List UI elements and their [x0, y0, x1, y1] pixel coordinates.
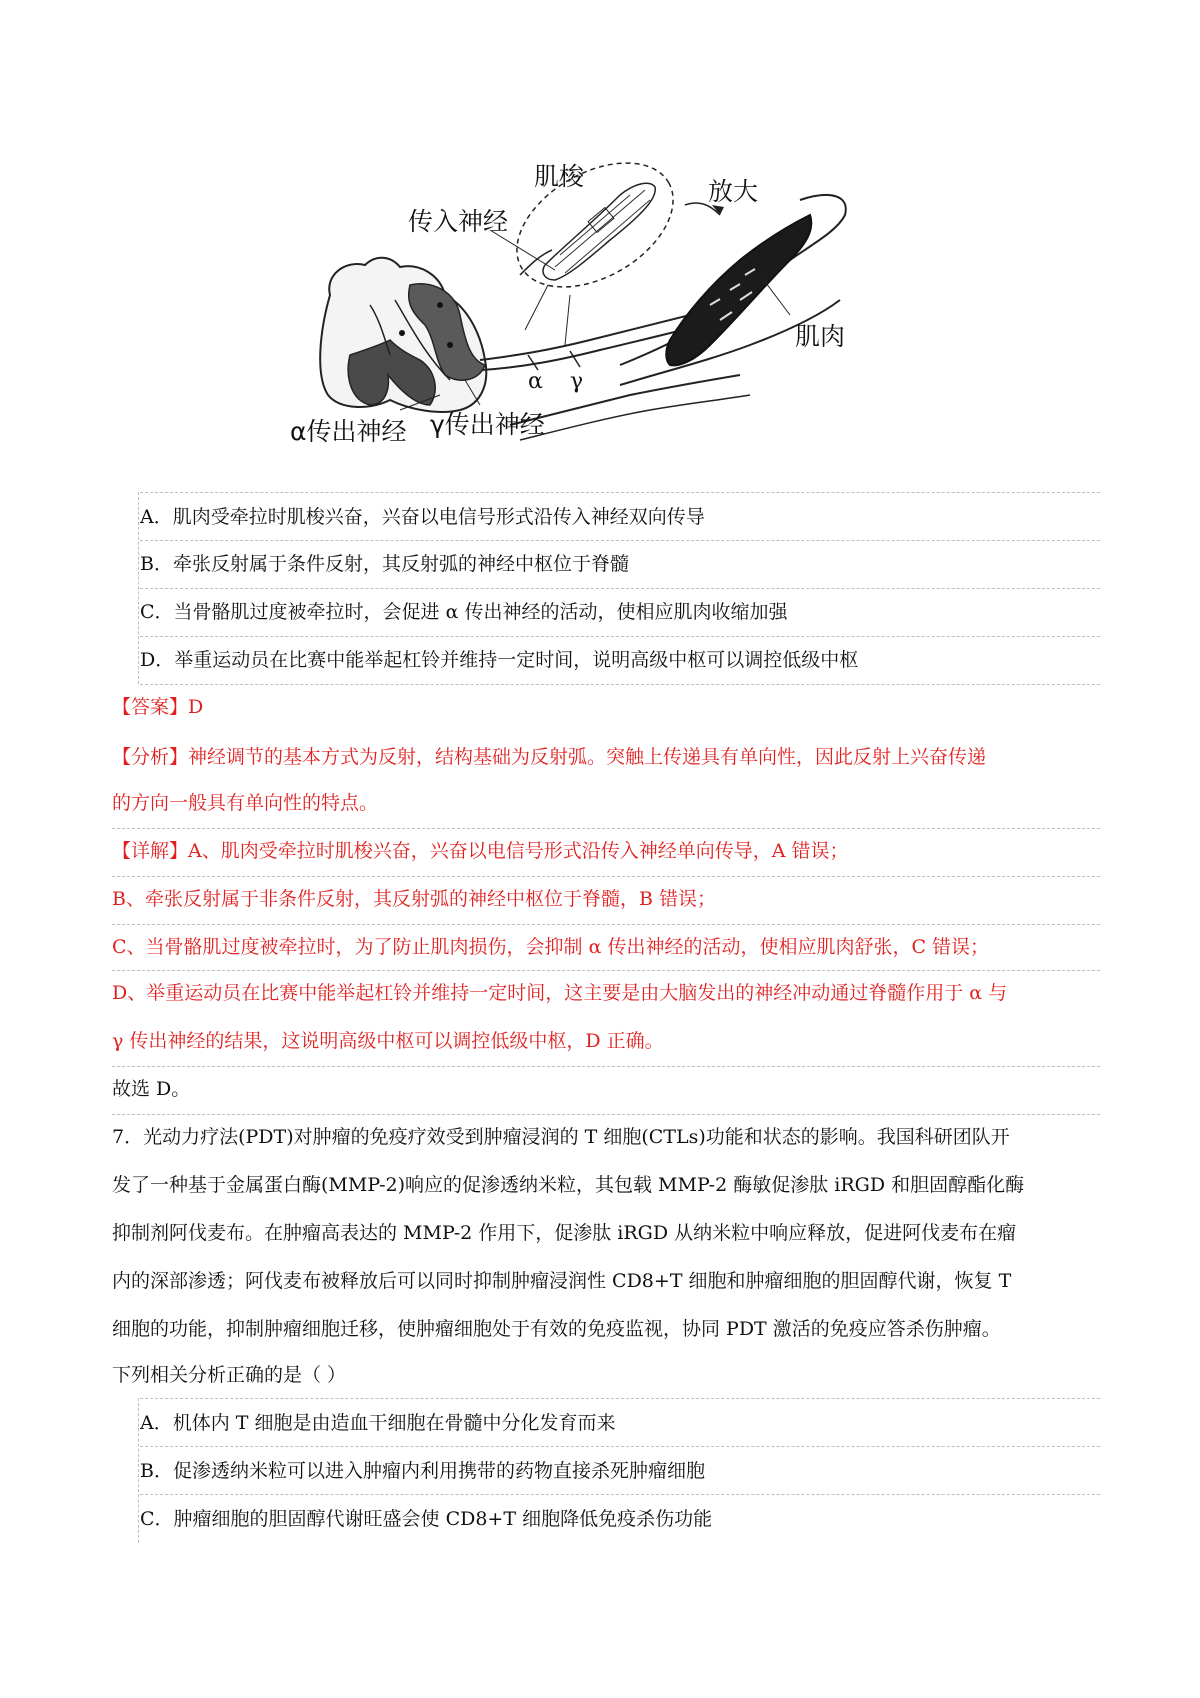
- q7-stem-line-2: 发了一种基于金属蛋白酶(MMP-2)响应的促渗透纳米粒，其包载 MMP-2 酶敏促渗肽 iRGD 和胆固醇酯化酶: [112, 1174, 1025, 1196]
- divider: [140, 636, 1100, 637]
- q7-stem-line-5: 细胞的功能，抑制肿瘤细胞迁移，使肿瘤细胞处于有效的免疫监视，协同 PDT 激活的免疫应答杀伤肿瘤。: [112, 1318, 1001, 1340]
- detail-line-3: C、当骨骼肌过度被牵拉时，为了防止肌肉损伤，会抑制 α 传出神经的活动，使相应肌肉舒张，C 错误；: [112, 936, 990, 958]
- label-gamma-efferent: γ传出神经: [430, 410, 545, 439]
- divider: [112, 876, 1100, 877]
- analysis-line-1: 【分析】神经调节的基本方式为反射，结构基础为反射弧。突触上传递具有单向性，因此反射上兴奋传递: [112, 746, 987, 768]
- divider: [140, 1494, 1100, 1495]
- answer-line: 【答案】D: [112, 696, 204, 718]
- q7-option-a: A．机体内 T 细胞是由造血干细胞在骨髓中分化发育而来: [140, 1412, 616, 1434]
- detail-line-5: γ 传出神经的结果，这说明高级中枢可以调控低级中枢，D 正确。: [112, 1030, 664, 1052]
- divider: [112, 970, 1100, 971]
- divider: [112, 924, 1100, 925]
- q6-option-b: B．牵张反射属于条件反射，其反射弧的神经中枢位于脊髓: [140, 553, 629, 575]
- analysis-line-2: 的方向一般具有单向性的特点。: [112, 792, 379, 814]
- divider: [140, 1446, 1100, 1447]
- detail-line-2: B、牵张反射属于非条件反射，其反射弧的神经中枢位于脊髓，B 错误；: [112, 888, 716, 910]
- divider: [140, 1398, 1100, 1399]
- divider: [140, 684, 1100, 685]
- divider: [112, 1114, 1100, 1115]
- q7-stem-line-4: 内的深部渗透；阿伐麦布被释放后可以同时抑制肿瘤浸润性 CD8+T 细胞和肿瘤细胞的胆固醇代谢，恢复 T: [112, 1270, 1012, 1292]
- label-alpha: α: [528, 369, 543, 394]
- q6-option-d: D．举重运动员在比赛中能举起杠铃并维持一定时间，说明高级中枢可以调控低级中枢: [140, 649, 859, 671]
- q7-stem-line-1: 7．光动力疗法(PDT)对肿瘤的免疫疗效受到肿瘤浸润的 T 细胞(CTLs)功能和状态的影响。我国科研团队开: [112, 1126, 1010, 1148]
- q7-stem-line-6: 下列相关分析正确的是（ ）: [112, 1364, 347, 1386]
- detail-line-4: D、举重运动员在比赛中能举起杠铃并维持一定时间，这主要是由大脑发出的神经冲动通过脊髓作用于 α 与: [112, 982, 1008, 1004]
- divider: [112, 1066, 1100, 1067]
- divider: [140, 588, 1100, 589]
- detail-line-1: 【详解】A、肌肉受牵拉时肌梭兴奋，兴奋以电信号形式沿传入神经单向传导，A 错误；: [112, 840, 849, 862]
- options-top-divider: [140, 492, 1100, 493]
- label-muscle: 肌肉: [795, 322, 846, 351]
- options-left-divider: [138, 492, 139, 684]
- spinal-cord-drawing: [320, 258, 486, 412]
- spindle-inset-drawing: [495, 155, 724, 313]
- options-left-divider: [138, 1398, 139, 1543]
- reflex-arc-figure: [290, 155, 930, 485]
- label-gamma: γ: [570, 369, 584, 394]
- q6-option-a: A．肌肉受牵拉时肌梭兴奋，兴奋以电信号形式沿传入神经双向传导: [140, 506, 705, 528]
- q7-stem-line-3: 抑制剂阿伐麦布。在肿瘤高表达的 MMP-2 作用下，促渗肽 iRGD 从纳米粒中响应释放，促进阿伐麦布在瘤: [112, 1222, 1017, 1244]
- label-spindle: 肌梭: [534, 162, 585, 191]
- q7-option-c: C．肿瘤细胞的胆固醇代谢旺盛会使 CD8+T 细胞降低免疫杀伤功能: [140, 1508, 713, 1530]
- label-alpha-efferent: α传出神经: [290, 417, 407, 446]
- divider: [112, 828, 1100, 829]
- divider: [140, 540, 1100, 541]
- label-enlarge: 放大: [708, 177, 759, 206]
- muscle-drawing: [666, 215, 811, 365]
- conclusion-line: 故选 D。: [112, 1078, 191, 1100]
- q7-option-b: B．促渗透纳米粒可以进入肿瘤内利用携带的药物直接杀死肿瘤细胞: [140, 1460, 705, 1482]
- label-afferent-nerve: 传入神经: [408, 207, 509, 236]
- q6-option-c: C．当骨骼肌过度被牵拉时，会促进 α 传出神经的活动，使相应肌肉收缩加强: [140, 601, 788, 623]
